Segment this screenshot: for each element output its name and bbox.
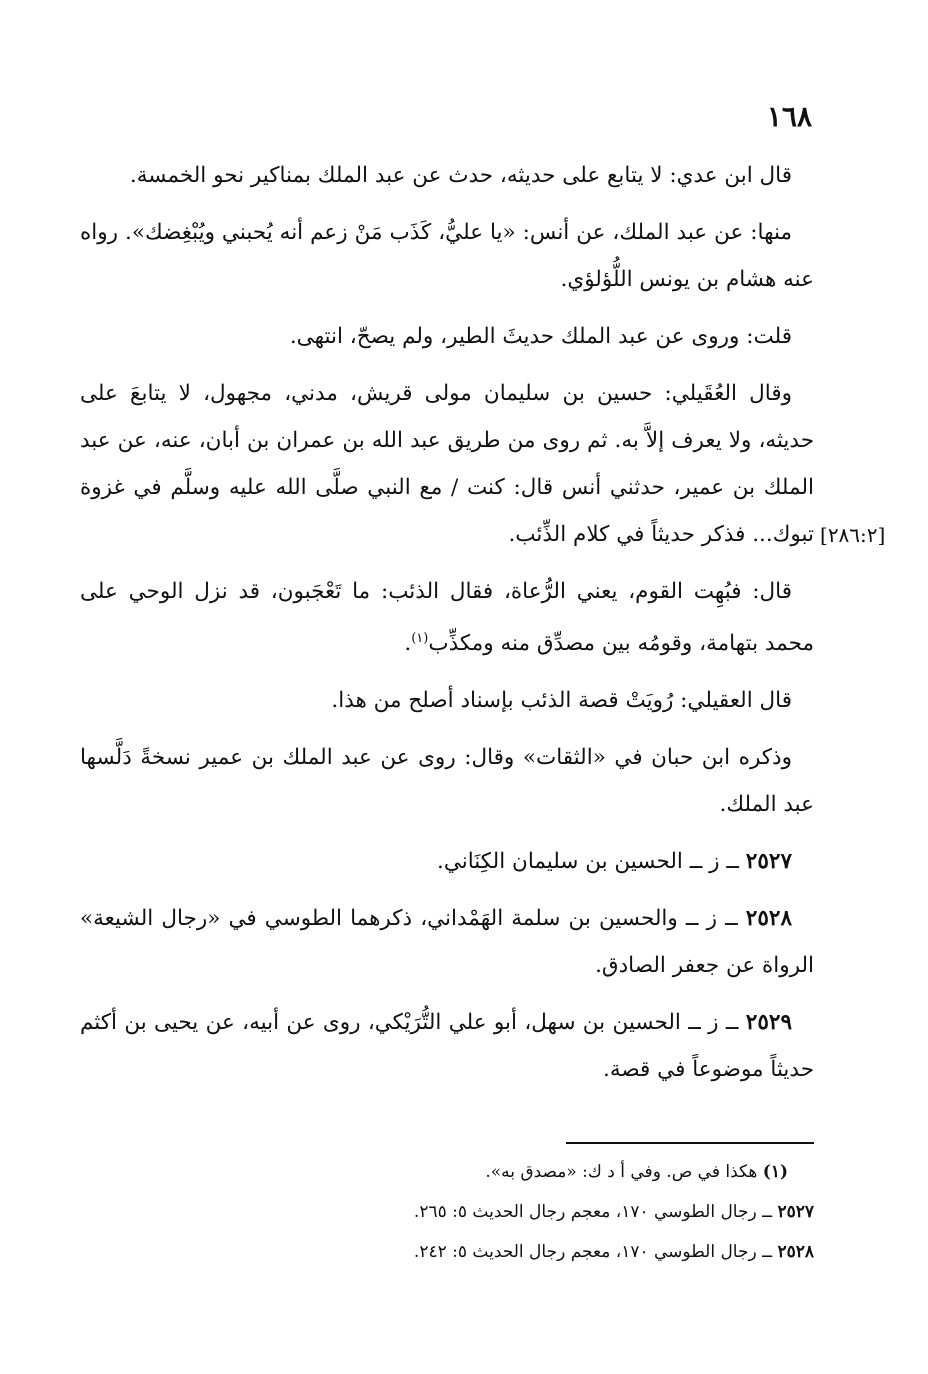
entry-2528 — [80, 895, 814, 989]
entry-2529 — [80, 999, 814, 1093]
entry-number: ٢٥٢٨ — [745, 906, 792, 932]
entry-text: ــ ز ــ الحسين بن سهل، أبو علي التُّرَيْكي، روى عن أبيه، عن يحيى بن أكثم حديثاً موضوعاً في قصة. — [80, 1010, 814, 1083]
margin-reference: [٢٨٦:٢] — [820, 523, 886, 547]
paragraph — [80, 152, 814, 199]
paragraph-text: وقال العُقَيلي: حسين بن سليمان مولى قريش، مدني، مجهول، لا يتابعَ على حديثه، ولا يعرف إلاَّ به. ثم روى من طريق عبد الله بن عمران بن أبان، عنه، عن عبد الملك بن عمير، حدثني أنس قال: كنت / مع النبي صلَّى الله عليه وسلَّم في غزوة تبوك... فذكر حديثاً في كلام الذِّئب. — [80, 381, 814, 547]
footnote-label: ٢٥٢٧ — [777, 1202, 814, 1222]
footnote-divider — [566, 1142, 814, 1144]
paragraph-text: منها: عن عبد الملك، عن أنس: «يا عليُّ، كَذَب مَنْ زعم أنه يُحبني ويُبْغِضك». رواه عنه هشام بن يونس اللُّؤلؤي. — [80, 220, 814, 292]
page-number: ١٦٨ — [766, 100, 812, 133]
paragraph — [80, 370, 814, 558]
paragraph-text: قال: فبُهِت القوم، يعني الرُّعاة، فقال الذئب: ما تَعْجَبون، قد نزل الوحي على محمد بتهامة، وقومُه بين مصدِّق منه ومكذِّب — [80, 579, 814, 657]
footnote-label: (١) — [762, 1162, 788, 1182]
entry-text: ــ ز ــ الحسين بن سليمان الكِنَاني. — [437, 849, 746, 875]
paragraph — [80, 677, 814, 724]
paragraph-text: وذكره ابن حبان في «الثقات» وقال: روى عن عبد الملك بن عمير نسخةً دَلَّسها عبد الملك. — [80, 745, 814, 818]
footnote — [80, 1192, 814, 1232]
entry-text: ــ ز ــ والحسين بن سلمة الهَمْداني، ذكرهما الطوسي في «رجال الشيعة» الرواة عن جعفر الصادق. — [80, 906, 814, 979]
paragraph — [80, 209, 814, 303]
footnote-label: ٢٥٢٨ — [777, 1242, 814, 1262]
footnote-text: هكذا في ص. وفي أ د ك: «مصدق به». — [485, 1162, 763, 1182]
paragraph — [80, 568, 814, 667]
paragraph-tail: . — [404, 631, 412, 657]
paragraph-text: قال ابن عدي: لا يتابع على حديثه، حدث عن عبد الملك بمناكير نحو الخمسة. — [129, 163, 792, 188]
main-text — [80, 152, 814, 1103]
paragraph — [80, 734, 814, 828]
entry-2527 — [80, 838, 814, 885]
paragraph — [80, 313, 814, 360]
paragraph-text: قلت: وروى عن عبد الملك حديثَ الطير، ولم يصحّ، انتهى. — [289, 324, 792, 349]
footnote — [80, 1232, 814, 1272]
paragraph-text: قال العقيلي: رُويَتْ قصة الذئب بإسناد أصلح من هذا. — [331, 688, 792, 714]
entry-number: ٢٥٢٩ — [745, 1010, 792, 1036]
footnote-marker: (١) — [411, 631, 429, 646]
entry-number: ٢٥٢٧ — [745, 849, 792, 875]
footnotes — [80, 1152, 814, 1272]
footnote-text: ــ رجال الطوسي ١٧٠، معجم رجال الحديث ٥: ٢٦٥. — [413, 1202, 778, 1222]
footnote — [80, 1152, 814, 1192]
footnote-text: ــ رجال الطوسي ١٧٠، معجم رجال الحديث ٥: ٢٤٢. — [413, 1242, 778, 1262]
